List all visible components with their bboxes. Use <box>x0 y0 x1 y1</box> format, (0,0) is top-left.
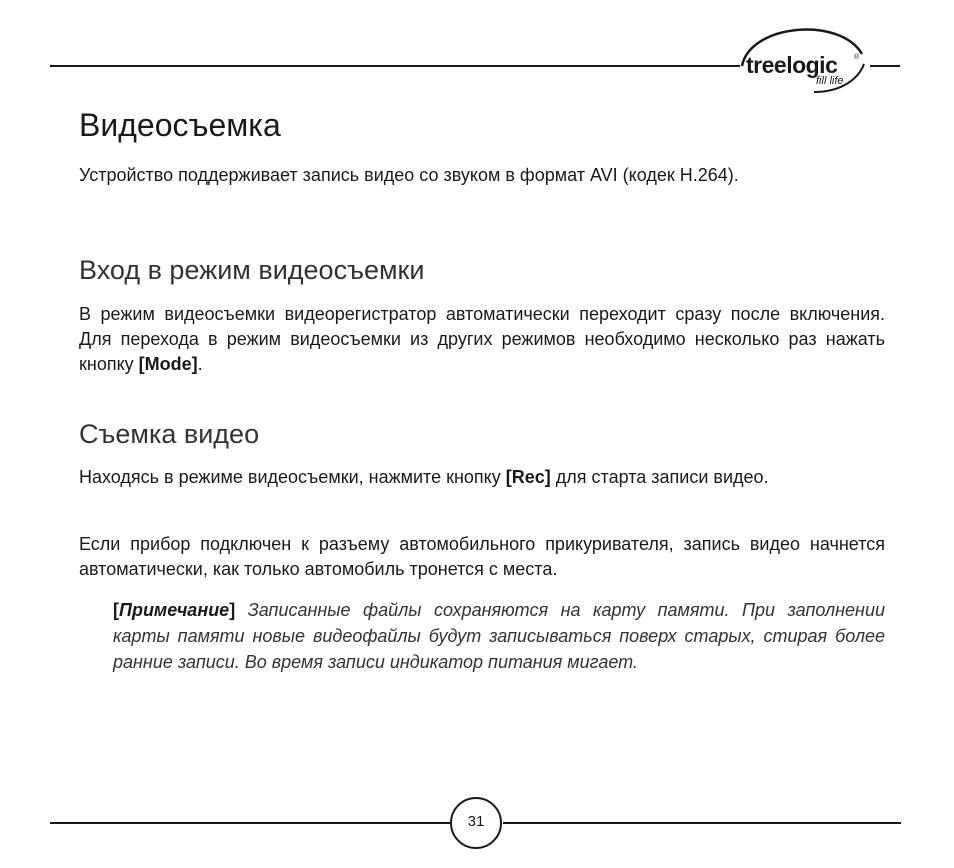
note-label: Примечание <box>119 600 230 620</box>
page-title: Видеосъемка <box>79 107 281 143</box>
page-number: 31 <box>467 813 485 830</box>
paragraph-text: Находясь в режиме видеосъемки, нажмите кнопку <box>79 467 506 487</box>
logo-wordmark: treelogic <box>746 52 838 78</box>
logo-registered-mark: ® <box>854 54 860 61</box>
note-block <box>113 597 885 675</box>
page-number-badge <box>450 797 502 849</box>
section-heading-enter-mode: Вход в режим видеосъемки <box>79 255 425 285</box>
footer-rule-right <box>503 822 901 824</box>
intro-paragraph: Устройство поддерживает запись видео со звуком в формат AVI (кодек H.264). <box>79 165 739 185</box>
mode-key-label: [Mode] <box>138 354 198 374</box>
treelogic-logo <box>740 16 870 96</box>
paragraph-text-end: . <box>197 354 203 374</box>
section-recording-paragraph-2: Если прибор подключен к разъему автомобильного прикуривателя, запись видео начнется автоматически, как только автомобиль тронется с места. <box>79 534 885 579</box>
note-bracket-open: [ <box>113 600 119 620</box>
section-recording-paragraph-1 <box>79 465 885 490</box>
logo-tagline: fill life <box>816 75 844 87</box>
section-enter-mode-paragraph <box>79 302 885 377</box>
rec-key-label: [Rec] <box>505 467 551 487</box>
paragraph-text-end: для старта записи видео. <box>550 467 769 487</box>
note-text: Записанные файлы сохраняются на карту памяти. При заполнении карты памяти новые видеофайлы будут записываться поверх старых, стирая более ранние записи. Во время записи индикатор питания мигает. <box>113 600 885 672</box>
paragraph-text: В режим видеосъемки видеорегистратор автоматически переходит сразу после включения. Для перехода в режим видеосъемки из других режимов необходимо несколько раз нажать кнопку <box>79 304 885 374</box>
footer-rule-left <box>50 822 450 824</box>
section-heading-video-recording: Съемка видео <box>79 419 260 449</box>
note-bracket-close: ] <box>229 600 236 620</box>
